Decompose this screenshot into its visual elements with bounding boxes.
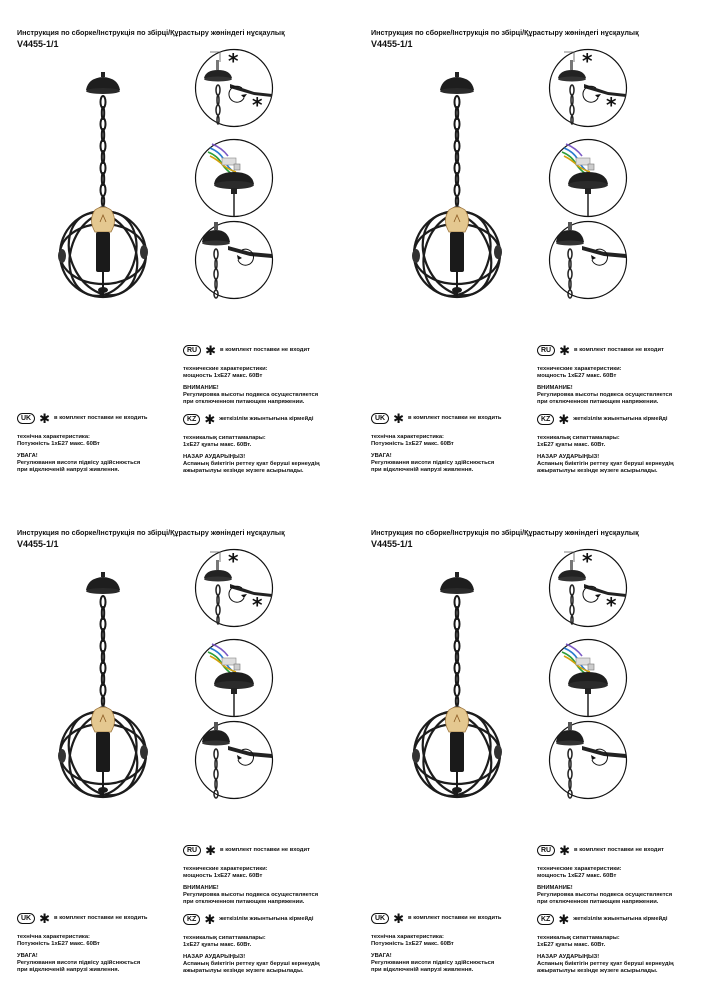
sheet-title: Инструкция по сборке/Інструкція по збірці/Құрастыру жөніндегі нұсқаулық <box>17 28 285 37</box>
instruction-sheet-top-right <box>354 0 707 500</box>
uk-note: в комплект поставки не входить <box>408 415 502 421</box>
asterisk-icon: ✱ <box>393 411 405 426</box>
uk-warning-line-1: Регулювання висоти підвісу здійснюється <box>17 960 141 966</box>
sheet-title: Инструкция по сборке/Інструкція по збірці/Құрастыру жөніндегі нұсқаулық <box>371 28 639 37</box>
ru-warning-line-2: при отключенном питающем напряжении. <box>537 399 659 405</box>
kz-warning-line-2: ажыратылуы кезінде жүзеге асырылады. <box>183 968 304 974</box>
uk-warning-line-2: при відключеній напрузі живлення. <box>371 967 474 973</box>
uk-spec-value: Потужність 1хЕ27 макс. 60Вт <box>17 941 100 947</box>
uk-spec-value: Потужність 1хЕ27 макс. 60Вт <box>371 441 454 447</box>
kz-note: жеткізілім жиынтығына кірмейді <box>219 916 314 922</box>
kz-note: жеткізілім жиынтығына кірмейді <box>573 416 668 422</box>
ru-badge: RU <box>183 345 201 356</box>
step-3-fixing-image <box>548 220 628 300</box>
model-code: V4455-1/1 <box>17 39 59 49</box>
model-code: V4455-1/1 <box>371 539 413 549</box>
ru-warning-line-1: Регулировка высоты подвеса осуществляется <box>537 392 673 398</box>
ru-warning-title: ВНИМАНИЕ! <box>183 385 219 391</box>
ru-warning-line-2: при отключенном питающем напряжении. <box>537 899 659 905</box>
sheet-title: Инструкция по сборке/Інструкція по збірці/Құрастыру жөніндегі нұсқаулық <box>17 528 285 537</box>
uk-spec-value: Потужність 1хЕ27 макс. 60Вт <box>17 441 100 447</box>
kz-note: жеткізілім жиынтығына кірмейді <box>573 916 668 922</box>
ru-spec-title: технические характеристики: <box>183 366 268 372</box>
asterisk-icon: ✱ <box>393 911 405 926</box>
sheet-header <box>17 28 347 49</box>
instruction-sheet-bottom-left <box>0 500 353 1000</box>
uk-spec-title: технічна характеристика: <box>17 934 90 940</box>
ru-warning-line-1: Регулировка высоты подвеса осуществляется <box>183 392 319 398</box>
asterisk-icon: ✱ <box>558 412 570 427</box>
uk-spec-title: технічна характеристика: <box>17 434 90 440</box>
uk-spec-value: Потужність 1хЕ27 макс. 60Вт <box>371 941 454 947</box>
kz-warning-line-2: ажыратылуы кезінде жүзеге асырылады. <box>537 968 658 974</box>
uk-badge: UK <box>17 913 35 924</box>
ru-spec-title: технические характеристики: <box>537 366 622 372</box>
asterisk-icon: ✱ <box>39 911 51 926</box>
uk-warning-line-2: при відключеній напрузі живлення. <box>371 467 474 473</box>
uk-badge: UK <box>17 413 35 424</box>
step-3-fixing-image <box>194 720 274 800</box>
uk-badge: UK <box>371 413 389 424</box>
ru-badge: RU <box>537 845 555 856</box>
kz-warning-line-1: Аспаның биіктігін реттеу қуат беруші кернеудің <box>537 461 674 467</box>
ru-warning-title: ВНИМАНИЕ! <box>183 885 219 891</box>
asterisk-icon: ✱ <box>558 912 570 927</box>
ru-warning-line-2: при отключенном питающем напряжении. <box>183 399 305 405</box>
ru-warning-title: ВНИМАНИЕ! <box>537 885 573 891</box>
step-2-wiring-image <box>548 638 628 718</box>
sheet-header <box>371 28 701 49</box>
asterisk-icon: ✱ <box>559 343 571 358</box>
ru-spec-title: технические характеристики: <box>183 866 268 872</box>
kz-warning-line-2: ажыратылуы кезінде жүзеге асырылады. <box>183 468 304 474</box>
uk-warning-line-1: Регулювання висоти підвісу здійснюється <box>17 460 141 466</box>
pendant-lamp-image <box>402 570 512 810</box>
kz-badge: KZ <box>537 914 554 925</box>
ru-section <box>183 345 318 411</box>
uk-warning-title: УВАГА! <box>17 953 38 959</box>
kz-badge: KZ <box>183 414 200 425</box>
kz-badge: KZ <box>183 914 200 925</box>
kz-section <box>537 414 674 480</box>
kz-warning-title: НАЗАР АУДАРЫҢЫЗ! <box>537 954 600 960</box>
step-2-wiring-image <box>194 138 274 218</box>
ru-note: в комплект поставки не входит <box>574 347 664 353</box>
ru-spec-value: мощность 1хЕ27 макс. 60Вт <box>537 873 617 879</box>
asterisk-icon: ✱ <box>559 843 571 858</box>
ru-section <box>537 345 672 411</box>
pendant-lamp-image <box>48 70 158 310</box>
step-3-fixing-image <box>194 220 274 300</box>
ru-spec-value: мощность 1хЕ27 макс. 60Вт <box>183 373 263 379</box>
step-2-wiring-image <box>194 638 274 718</box>
step-1-mounting-image <box>548 48 628 128</box>
ru-spec-value: мощность 1хЕ27 макс. 60Вт <box>537 373 617 379</box>
kz-spec-value: 1хЕ27 қуаты макс. 60Вт. <box>183 942 252 948</box>
kz-warning-title: НАЗАР АУДАРЫҢЫЗ! <box>537 454 600 460</box>
uk-section <box>17 913 147 979</box>
sheet-header <box>17 528 347 549</box>
uk-warning-title: УВАГА! <box>17 453 38 459</box>
ru-warning-line-1: Регулировка высоты подвеса осуществляется <box>537 892 673 898</box>
kz-warning-title: НАЗАР АУДАРЫҢЫЗ! <box>183 954 246 960</box>
uk-warning-line-2: при відключеній напрузі живлення. <box>17 467 120 473</box>
instruction-sheet-bottom-right <box>354 500 707 1000</box>
uk-warning-line-1: Регулювання висоти підвісу здійснюється <box>371 960 495 966</box>
kz-section <box>183 914 320 980</box>
uk-warning-line-1: Регулювання висоти підвісу здійснюється <box>371 460 495 466</box>
pendant-lamp-image <box>402 70 512 310</box>
ru-badge: RU <box>183 845 201 856</box>
pendant-lamp-image <box>48 570 158 810</box>
uk-spec-title: технічна характеристика: <box>371 434 444 440</box>
kz-spec-title: техникалық сипаттамалары: <box>183 935 266 941</box>
ru-spec-title: технические характеристики: <box>537 866 622 872</box>
ru-note: в комплект поставки не входит <box>220 347 310 353</box>
step-1-mounting-image <box>194 548 274 628</box>
kz-warning-line-1: Аспаның биіктігін реттеу қуат беруші кернеудің <box>183 461 320 467</box>
step-3-fixing-image <box>548 720 628 800</box>
ru-badge: RU <box>537 345 555 356</box>
uk-spec-title: технічна характеристика: <box>371 934 444 940</box>
model-code: V4455-1/1 <box>17 539 59 549</box>
kz-spec-value: 1хЕ27 қуаты макс. 60Вт. <box>183 442 252 448</box>
ru-section <box>183 845 318 911</box>
kz-badge: KZ <box>537 414 554 425</box>
sheet-title: Инструкция по сборке/Інструкція по збірці/Құрастыру жөніндегі нұсқаулық <box>371 528 639 537</box>
ru-note: в комплект поставки не входит <box>220 847 310 853</box>
ru-warning-title: ВНИМАНИЕ! <box>537 385 573 391</box>
asterisk-icon: ✱ <box>205 843 217 858</box>
kz-spec-value: 1хЕ27 қуаты макс. 60Вт. <box>537 442 606 448</box>
uk-section <box>371 913 501 979</box>
asterisk-icon: ✱ <box>39 411 51 426</box>
kz-section <box>183 414 320 480</box>
uk-warning-title: УВАГА! <box>371 453 392 459</box>
sheet-header <box>371 528 701 549</box>
ru-section <box>537 845 672 911</box>
uk-section <box>371 413 501 479</box>
kz-spec-title: техникалық сипаттамалары: <box>537 935 620 941</box>
asterisk-icon: ✱ <box>204 912 216 927</box>
kz-spec-value: 1хЕ27 қуаты макс. 60Вт. <box>537 942 606 948</box>
step-1-mounting-image <box>548 548 628 628</box>
kz-spec-title: техникалық сипаттамалары: <box>183 435 266 441</box>
kz-spec-title: техникалық сипаттамалары: <box>537 435 620 441</box>
ru-note: в комплект поставки не входит <box>574 847 664 853</box>
kz-warning-line-1: Аспаның биіктігін реттеу қуат беруші кернеудің <box>537 961 674 967</box>
uk-section <box>17 413 147 479</box>
asterisk-icon: ✱ <box>205 343 217 358</box>
step-1-mounting-image <box>194 48 274 128</box>
kz-section <box>537 914 674 980</box>
ru-spec-value: мощность 1хЕ27 макс. 60Вт <box>183 873 263 879</box>
uk-badge: UK <box>371 913 389 924</box>
ru-warning-line-2: при отключенном питающем напряжении. <box>183 899 305 905</box>
uk-note: в комплект поставки не входить <box>408 915 502 921</box>
model-code: V4455-1/1 <box>371 39 413 49</box>
step-2-wiring-image <box>548 138 628 218</box>
kz-note: жеткізілім жиынтығына кірмейді <box>219 416 314 422</box>
uk-warning-line-2: при відключеній напрузі живлення. <box>17 967 120 973</box>
kz-warning-title: НАЗАР АУДАРЫҢЫЗ! <box>183 454 246 460</box>
uk-note: в комплект поставки не входить <box>54 415 148 421</box>
uk-note: в комплект поставки не входить <box>54 915 148 921</box>
ru-warning-line-1: Регулировка высоты подвеса осуществляется <box>183 892 319 898</box>
kz-warning-line-2: ажыратылуы кезінде жүзеге асырылады. <box>537 468 658 474</box>
uk-warning-title: УВАГА! <box>371 953 392 959</box>
kz-warning-line-1: Аспаның биіктігін реттеу қуат беруші кернеудің <box>183 961 320 967</box>
instruction-sheet-top-left <box>0 0 353 500</box>
asterisk-icon: ✱ <box>204 412 216 427</box>
